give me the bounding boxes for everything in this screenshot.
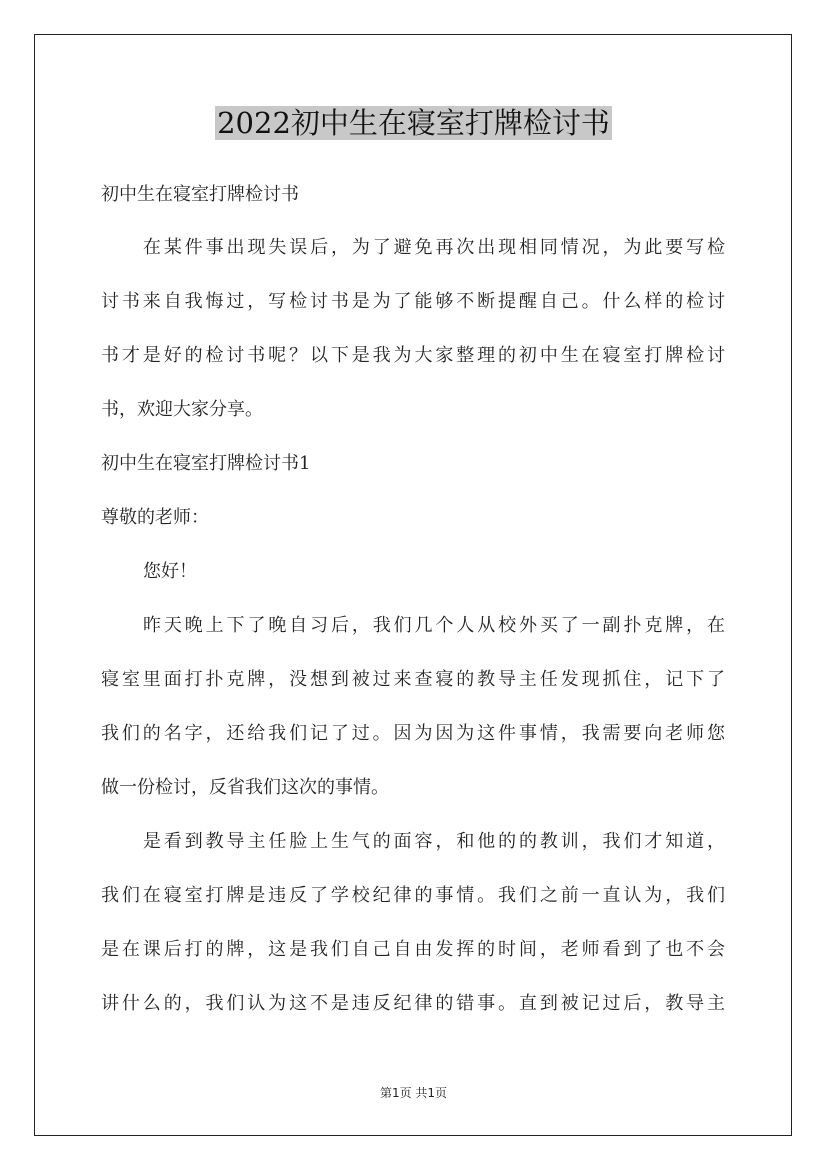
body-line: 在某件事出现失误后，为了避免再次出现相同情况，为此要写检	[143, 237, 725, 258]
body-line: 书才是好的检讨书呢？以下是我为大家整理的初中生在寝室打牌检讨	[101, 345, 725, 366]
page-footer: 第1页 共1页	[379, 1086, 448, 1100]
greeting: 您好！	[143, 561, 197, 582]
section-heading: 初中生在寝室打牌检讨书1	[101, 453, 311, 474]
body-line: 讨书来自我悔过，写检讨书是为了能够不断提醒自己。什么样的检讨	[101, 291, 725, 312]
body-line: 昨天晚上下了晚自习后，我们几个人从校外买了一副扑克牌，在	[143, 615, 725, 636]
body-line: 讲什么的，我们认为这不是违反纪律的错事。直到被记过后，教导主	[101, 993, 725, 1014]
salutation: 尊敬的老师：	[101, 507, 209, 528]
body-line: 我们的名字，还给我们记了过。因为因为这件事情，我需要向老师您	[101, 723, 725, 744]
subtitle-line: 初中生在寝室打牌检讨书	[101, 184, 299, 205]
body-line: 做一份检讨，反省我们这次的事情。	[101, 777, 389, 798]
body-line: 我们在寝室打牌是违反了学校纪律的事情。我们之前一直认为，我们	[101, 885, 725, 906]
body-line: 书，欢迎大家分享。	[101, 399, 263, 420]
body-line: 是看到教导主任脸上生气的面容，和他的的教训，我们才知道，	[143, 831, 725, 852]
document-title: 2022初中生在寝室打牌检讨书	[217, 106, 610, 140]
body-line: 寝室里面打扑克牌，没想到被过来查寝的教导主任发现抓住，记下了	[101, 669, 725, 690]
body-line: 是在课后打的牌，这是我们自己自由发挥的时间，老师看到了也不会	[101, 939, 725, 960]
